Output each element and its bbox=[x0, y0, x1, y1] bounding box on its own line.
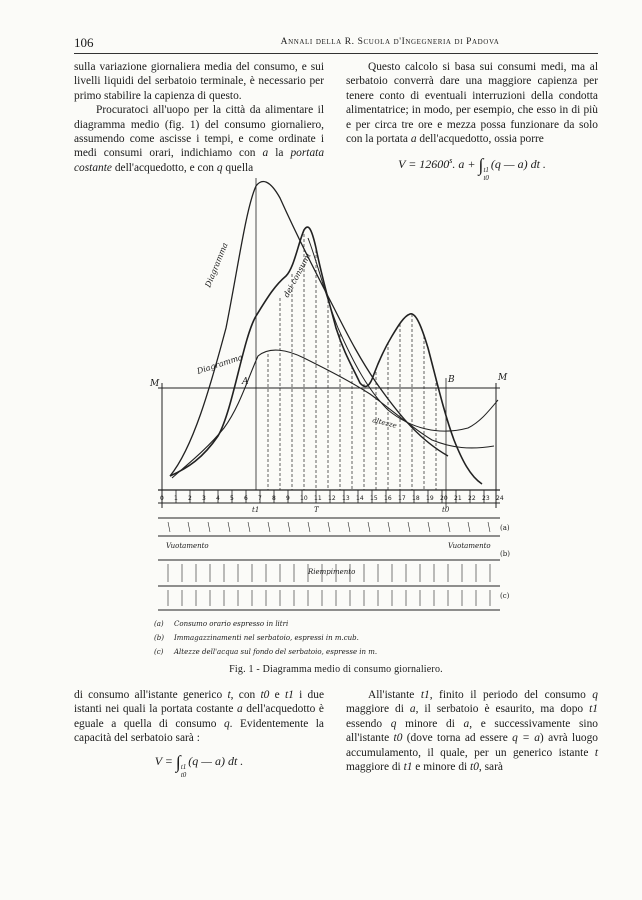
hour-label: 2 bbox=[188, 495, 192, 502]
label-M-left: M bbox=[150, 379, 160, 389]
cumulative-curve bbox=[170, 182, 448, 476]
legend-key-b: (b) bbox=[154, 634, 164, 642]
hour-label: 19 bbox=[426, 495, 434, 502]
hour-label: 9 bbox=[286, 495, 290, 502]
row-tag-b: (b) bbox=[500, 550, 510, 558]
page-header bbox=[74, 35, 598, 54]
legend-text-b: Immagazzinamenti nel serbatoio, espressi in m.cub. bbox=[174, 634, 359, 642]
page-number: 106 bbox=[74, 35, 94, 50]
row-label-vuotamento: Vuotamento bbox=[166, 542, 209, 550]
hour-label: 1 bbox=[174, 495, 178, 502]
right-column-bottom bbox=[346, 688, 598, 774]
hour-label: 16 bbox=[384, 495, 392, 502]
left-column-bottom bbox=[74, 688, 324, 779]
label-t1: t1 bbox=[252, 506, 260, 514]
paragraph: All'istante t1, finito il periodo del consumo q maggiore di a, il serbatoio è esaurito, ma dopo t1 essendo q minore di a, e successivamente sino all'istante t0 (dove torna ad essere q = a) avrà luogo accumulamento, il quale, per un generico istante t maggiore di t1 e minore di t0, sarà bbox=[346, 689, 598, 774]
label-curve-diagramma-2: Diagramma bbox=[195, 352, 244, 376]
hour-label: 20 bbox=[440, 495, 448, 502]
hour-label: 12 bbox=[328, 495, 336, 502]
formula-capacity-extended: $V = 12600^s$. a + ∫ t1 t0 (q — a) dt . bbox=[398, 155, 546, 183]
hour-label: 23 bbox=[482, 495, 490, 502]
paragraph: di consumo all'istante generico t, con t0 e t1 i due istanti nei quali la portata costante a dell'acquedotto è eguale a quella di consumo q. Evidentemente la capacità del serbatoio sarà : bbox=[74, 689, 324, 745]
label-curve-consumi: dei consumi bbox=[281, 251, 313, 299]
left-column-top bbox=[74, 60, 324, 175]
hour-label: 22 bbox=[468, 495, 476, 502]
legend-text-a: Consumo orario espresso in litri bbox=[174, 620, 289, 628]
hour-label: 11 bbox=[314, 495, 322, 502]
hour-label: 0 bbox=[160, 495, 164, 502]
paragraph: Procuratoci all'uopo per la città da alimentare il diagramma medio (fig. 1) del consumo giornaliero, assumendo come ascisse i tempi, e come ordinate i medi consumi orari, indichiamo con a la portata costante dell'acquedotto, e con q quella bbox=[74, 104, 325, 174]
level-curve bbox=[308, 238, 498, 431]
hour-label: 24 bbox=[496, 495, 504, 502]
hour-label: 17 bbox=[398, 495, 406, 502]
hour-label: 6 bbox=[244, 495, 248, 502]
row-label-vuotamento-2: Vuotamento bbox=[448, 542, 491, 550]
legend-key-c: (c) bbox=[154, 648, 164, 656]
hour-label: 15 bbox=[370, 495, 378, 502]
legend-text-c: Altezze dell'acqua sul fondo del serbatoio, espresse in m. bbox=[174, 648, 378, 656]
label-B: B bbox=[448, 375, 455, 385]
hour-label: 7 bbox=[258, 495, 262, 502]
label-T: T bbox=[314, 506, 319, 514]
running-head: Annali della R. Scuola d'Ingegneria di Padova bbox=[280, 37, 500, 47]
label-A: A bbox=[242, 377, 249, 387]
figure-1 bbox=[148, 178, 510, 660]
formula-capacity: V = ∫ t1 t0 (q — a) dt . bbox=[154, 751, 244, 779]
label-t0: t0 bbox=[442, 506, 450, 514]
consumption-diagram bbox=[148, 178, 510, 660]
row-tag-c: (c) bbox=[500, 592, 510, 600]
hour-label: 10 bbox=[300, 495, 308, 502]
row-label-riempimento: Riempimento bbox=[308, 568, 356, 576]
hour-label: 13 bbox=[342, 495, 350, 502]
right-column-top bbox=[346, 60, 598, 182]
hour-label: 21 bbox=[454, 495, 462, 502]
paragraph: Questo calcolo si basa sui consumi medi, ma al serbatoio converrà dare una maggiore capienza per tenere conto di eventuali interruzioni della condotta alimentatrice; in modo, per esempio, che esso in di più e per circa tre ore e mezza possa funzionare da solo con la portata a dell'acquedotto, ossia porre bbox=[346, 61, 598, 146]
hour-label: 4 bbox=[216, 495, 220, 502]
hour-label: 3 bbox=[202, 495, 206, 502]
paragraph: sulla variazione giornaliera media del consumo, e sui livelli liquidi del serbatoio terminale, è necessario per primo stabilire la capienza di questo. bbox=[74, 61, 324, 102]
hour-label: 5 bbox=[230, 495, 234, 502]
hour-labels bbox=[160, 495, 504, 502]
table-marks bbox=[168, 522, 490, 606]
row-tag-a: (a) bbox=[500, 524, 510, 532]
hour-label: 18 bbox=[412, 495, 420, 502]
hour-label: 14 bbox=[356, 495, 364, 502]
legend-key-a: (a) bbox=[154, 620, 164, 628]
figure-caption: Fig. 1 - Diagramma medio di consumo giornaliero. bbox=[229, 664, 443, 675]
label-curve-altezze: altezze bbox=[371, 416, 398, 430]
label-curve-diagramma-1: Diagramma bbox=[203, 241, 230, 289]
label-M-right: M bbox=[498, 373, 508, 383]
legend bbox=[154, 620, 377, 656]
hour-label: 8 bbox=[272, 495, 276, 502]
